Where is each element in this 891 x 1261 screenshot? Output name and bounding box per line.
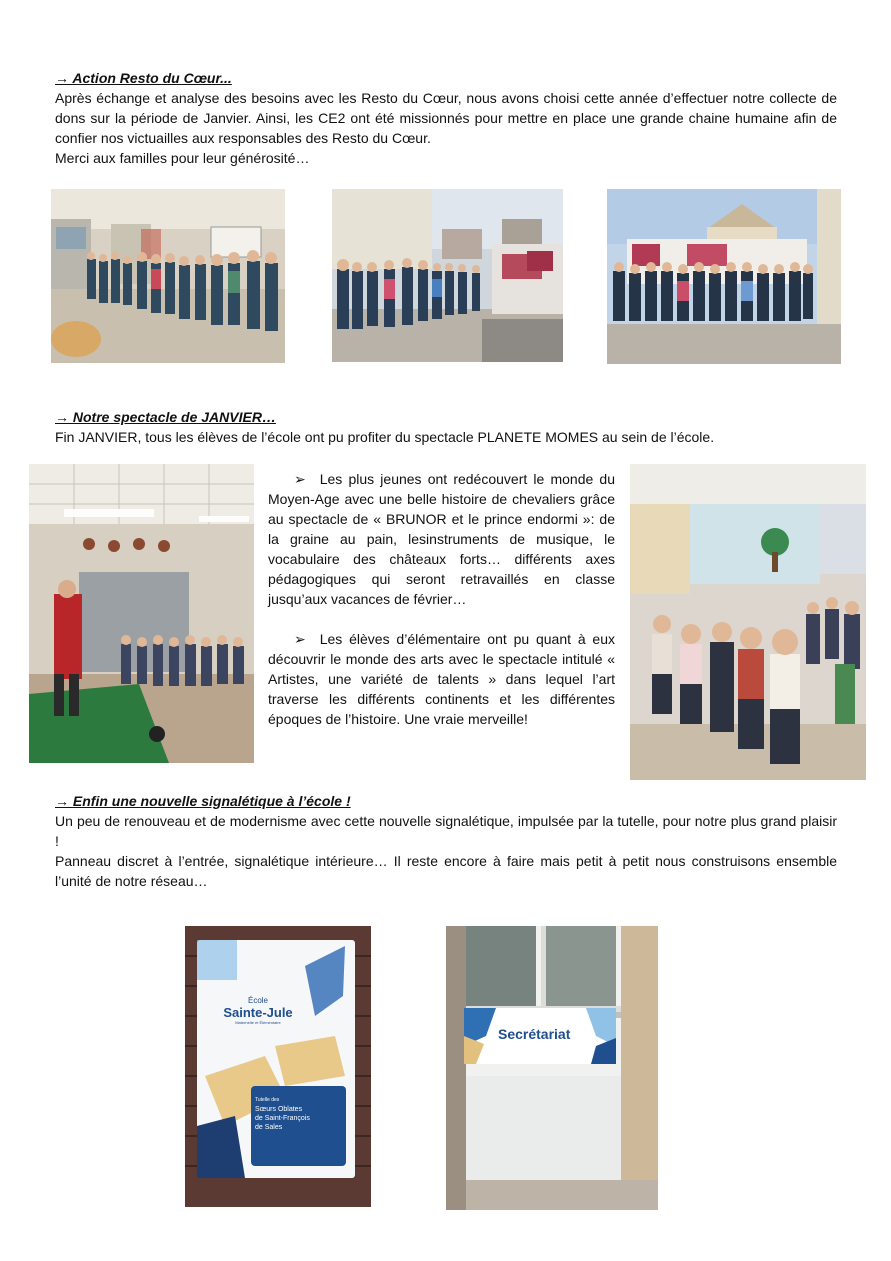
section-intro-spectacle: Fin JANVIER, tous les élèves de l’école ont pu profiter du spectacle PLANETE MOMES au sein de l’école.: [55, 429, 715, 445]
sign-secretariat-label: Secrétariat: [498, 1026, 571, 1042]
photo-group-with-van: [607, 189, 841, 364]
photo-human-chain-outside: [332, 189, 563, 362]
section-paragraph-signaletique-1: Un peu de renouveau et de modernisme avec cette nouvelle signalétique, impulsée par la tutelle, pour notre plus grand plaisir !: [55, 813, 837, 849]
section-paragraph-signaletique-2: Panneau discret à l’entrée, signalétique intérieure… Il reste encore à faire mais petit à petit nous construisons ensemble l’unité de notre réseau…: [55, 853, 837, 889]
photo-hallway-children: [51, 189, 285, 363]
photo-performer-show: [29, 464, 254, 763]
section-paragraph-resto: Après échange et analyse des besoins avec les Resto du Cœur, nous avons choisi cette année d’effectuer notre collecte de dons sur la période de Janvier. Ainsi, les CE2 ont été missionnés pour mettre en place une grande chaine humaine afin de confier nos victuailles aux responsables des Resto du Cœur.: [55, 90, 837, 146]
section-heading-resto: → Action Resto du Cœur...: [55, 70, 232, 86]
bullet-item-artistes: ➢ Les élèves d’élémentaire ont pu quant à eux découvrir le monde des arts avec le spectacle intitulé « Artistes, une variété de talents » dans lequel l’art traverse les différents continents et les différentes époques de l’histoire. Une vraie merveille!: [268, 631, 615, 727]
sign-tutelle-text: Tutelle des Sœurs Oblates de Saint-François de Sales: [255, 1097, 310, 1131]
section-heading-signaletique: → Enfin une nouvelle signalétique à l’école !: [55, 793, 351, 809]
spectacle-bullets: [268, 469, 615, 729]
section-heading-spectacle: → Notre spectacle de JANVIER…: [55, 409, 276, 425]
sign-school-name: École Sainte-Jule Maternelle et Élémentaire: [223, 996, 293, 1025]
thanks-line: Merci aux familles pour leur générosité…: [55, 150, 310, 166]
bullet-arrow-icon: ➢: [294, 631, 306, 647]
bullet-arrow-icon: ➢: [294, 471, 306, 487]
photo-secretariat-sign: [446, 926, 658, 1210]
bullet-item-brunor: ➢ Les plus jeunes ont redécouvert le monde du Moyen-Age avec une belle histoire de chevaliers grâce au spectacle de « BRUNOR et le prince endormi »: de la graine au pain, lesinstruments de musique, le vocabulaire des châteaux forts… différents axes pédagogiques qui seront retravaillés en classe jusqu’aux vacances de février…: [268, 471, 615, 607]
photo-entrance-sign: [185, 926, 371, 1207]
photo-classroom-children: [630, 464, 866, 780]
